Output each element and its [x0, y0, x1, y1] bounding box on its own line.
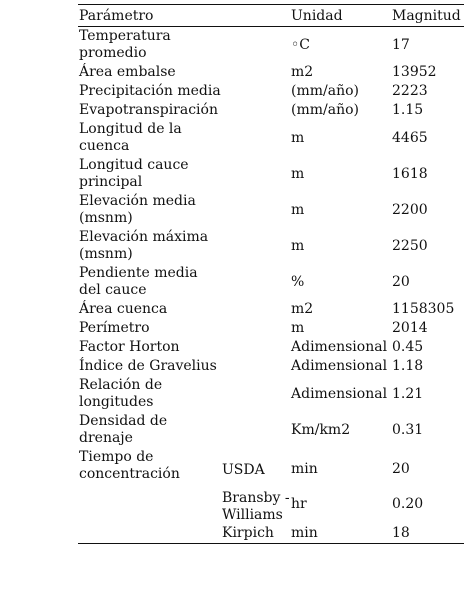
method-cell	[222, 101, 290, 120]
table-row	[78, 27, 464, 64]
unit-cell: %	[291, 273, 305, 290]
table-row	[78, 319, 464, 338]
magnitude-cell: 2223	[392, 83, 428, 99]
table-row	[78, 338, 464, 357]
unit-cell: ◦C	[291, 36, 310, 53]
magnitude-cell: 1.18	[392, 358, 424, 374]
table-row	[78, 524, 464, 544]
parameter-cell: Precipitación media	[79, 83, 221, 99]
method-cell	[222, 319, 290, 338]
unit-cell: m2	[291, 64, 314, 80]
unit-cell: m2	[291, 301, 314, 317]
magnitude-cell: 1.21	[392, 385, 424, 402]
table-row	[78, 228, 464, 264]
method-cell	[222, 63, 290, 82]
magnitude-cell: 1.15	[392, 102, 424, 118]
table-row	[78, 156, 464, 192]
parameter-cell: Temperatura promedio	[79, 28, 171, 61]
table-header-row	[78, 5, 464, 27]
magnitude-cell: 2200	[392, 201, 428, 218]
method-cell	[222, 120, 290, 156]
method-cell	[222, 27, 290, 64]
parameter-cell: Elevación máxima (msnm)	[79, 229, 209, 262]
magnitude-cell: 1158305	[392, 301, 455, 317]
method-cell: Kirpich	[222, 524, 290, 544]
unit-cell: m	[291, 320, 305, 336]
table-row	[78, 412, 464, 448]
unit-cell: (mm/año)	[291, 83, 359, 99]
header-method	[222, 5, 290, 27]
method-cell	[222, 264, 290, 300]
unit-cell: m	[291, 165, 305, 182]
unit-cell: Adimensional	[291, 385, 388, 402]
unit-cell: min	[290, 524, 391, 544]
unit-cell: m	[291, 201, 305, 218]
magnitude-cell: 18	[391, 524, 464, 544]
parameter-cell: Elevación media (msnm)	[79, 193, 196, 226]
parameter-cell: Longitud cauce principal	[79, 157, 189, 190]
magnitude-cell: 13952	[392, 64, 437, 80]
table-row	[78, 376, 464, 412]
table-row	[78, 264, 464, 300]
parameters-table	[78, 4, 464, 544]
parameter-cell: Relación de longitudes	[79, 377, 163, 410]
magnitude-cell: 0.31	[392, 421, 424, 438]
magnitude-cell: 17	[392, 36, 410, 53]
method-cell	[222, 82, 290, 101]
table-row	[78, 448, 464, 484]
table-row	[78, 120, 464, 156]
unit-cell: Km/km2	[291, 421, 351, 438]
magnitude-cell: 0.20	[392, 495, 424, 512]
method-cell	[222, 228, 290, 264]
table-row	[78, 63, 464, 82]
magnitude-cell: 1618	[392, 165, 428, 182]
parameter-cell: Área cuenca	[79, 301, 168, 317]
method-cell	[222, 412, 290, 448]
method-cell	[222, 357, 290, 376]
magnitude-cell: 20	[392, 273, 410, 290]
parameter-cell: Densidad de drenaje	[79, 413, 168, 446]
table-row	[78, 484, 464, 524]
unit-cell: m	[291, 129, 305, 146]
parameter-cell: Área embalse	[79, 64, 176, 80]
magnitude-cell: 0.45	[392, 339, 424, 355]
method-cell	[222, 300, 290, 319]
header-parameter: Parámetro	[78, 5, 222, 27]
table-row	[78, 192, 464, 228]
parameter-cell: Factor Horton	[79, 339, 180, 355]
method-cell: USDA	[222, 461, 265, 478]
method-cell: Bransby - Williams	[222, 490, 290, 523]
table-row	[78, 82, 464, 101]
parameter-cell: Evapotranspiración	[79, 102, 218, 118]
method-cell	[222, 376, 290, 412]
parameter-cell: Longitud de la cuenca	[79, 121, 182, 154]
magnitude-cell: 2250	[392, 237, 428, 254]
parameter-cell: Índice de Gravelius	[79, 358, 217, 374]
header-unit: Unidad	[290, 5, 391, 27]
header-magnitude: Magnitud	[391, 5, 464, 27]
magnitude-cell: 4465	[392, 129, 428, 146]
unit-cell: m	[291, 237, 305, 254]
unit-cell: hr	[291, 495, 307, 512]
unit-cell: Adimensional	[291, 339, 388, 355]
method-cell	[222, 192, 290, 228]
unit-cell: (mm/año)	[291, 102, 359, 118]
table-row	[78, 101, 464, 120]
method-cell	[222, 338, 290, 357]
table-row	[78, 357, 464, 376]
table-row	[78, 300, 464, 319]
method-cell	[222, 156, 290, 192]
parameter-cell	[78, 484, 222, 524]
magnitude-cell: 2014	[392, 320, 428, 336]
parameter-cell: Pendiente media del cauce	[79, 265, 198, 298]
unit-cell: min	[291, 461, 318, 477]
parameter-cell	[78, 524, 222, 544]
parameter-cell: Perímetro	[79, 320, 150, 336]
unit-cell: Adimensional	[291, 358, 388, 374]
magnitude-cell: 20	[392, 461, 410, 477]
parameter-cell: Tiempo de concentración	[79, 449, 180, 482]
